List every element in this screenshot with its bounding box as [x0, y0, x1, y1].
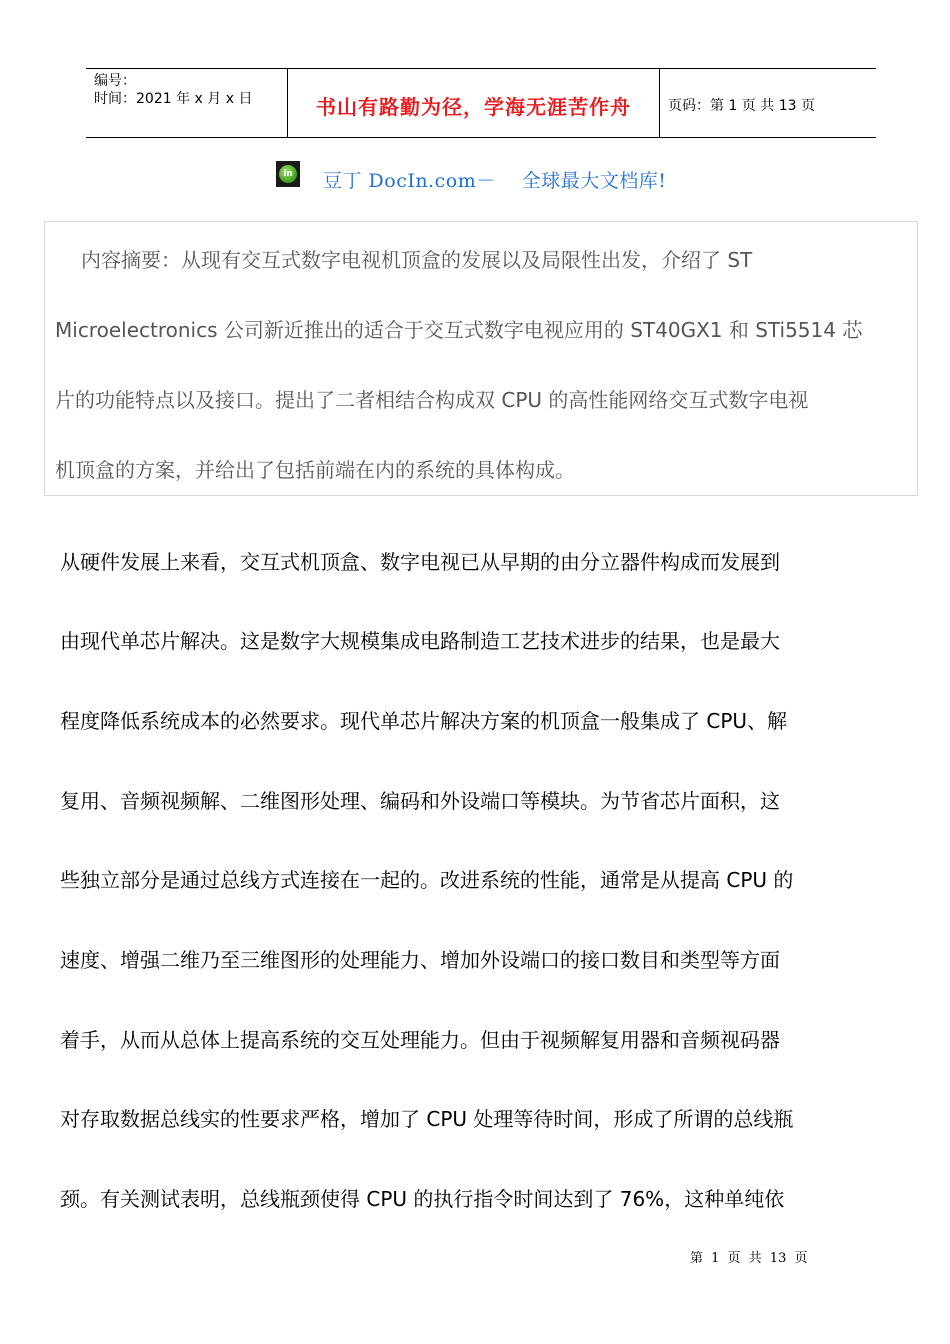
brand-site[interactable]: 豆丁 DocIn.com－: [323, 170, 496, 192]
abstract-line-2: Microelectronics 公司新近推出的适合于交互式数字电视应用的 ST40GX1 和 STi5514 芯: [55, 318, 863, 342]
header-page-cell: [660, 69, 876, 137]
body-line-1: 从硬件发展上来看，交互式机顶盒、数字电视已从早期的由分立器件构成而发展到: [60, 550, 780, 574]
docin-logo-icon[interactable]: [276, 161, 300, 187]
motto-text: 书山有路勤为径，学海无涯苦作舟: [316, 94, 631, 119]
docin-logo-mark: in: [279, 165, 297, 183]
body-line-8: 对存取数据总线实的性要求严格，增加了 CPU 处理等待时间，形成了所谓的总线瓶: [60, 1107, 794, 1131]
page-info: 页码：第 1 页 共 13 页: [668, 98, 815, 114]
abstract-box: [44, 221, 918, 496]
page-footer: 第 1 页 共 13 页: [690, 1251, 808, 1266]
number-label: 编号：: [94, 73, 136, 89]
header-meta-cell: [86, 69, 288, 137]
brand-slogan[interactable]: 全球最大文档库!: [521, 170, 667, 192]
body-line-4: 复用、音频视频解、二维图形处理、编码和外设端口等模块。为节省芯片面积，这: [60, 789, 780, 813]
body-line-5: 些独立部分是通过总线方式连接在一起的。改进系统的性能，通常是从提高 CPU 的: [60, 868, 794, 892]
abstract-line-3: 片的功能特点以及接口。提出了二者相结合构成双 CPU 的高性能网络交互式数字电视: [55, 388, 809, 412]
body-line-7: 着手，从而从总体上提高系统的交互处理能力。但由于视频解复用器和音频视码器: [60, 1028, 780, 1052]
body-line-6: 速度、增强二维乃至三维图形的处理能力、增加外设端口的接口数目和类型等方面: [60, 948, 780, 972]
abstract-line-1: 内容摘要：从现有交互式数字电视机顶盒的发展以及局限性出发，介绍了 ST: [81, 248, 753, 272]
brand-link[interactable]: [323, 166, 666, 193]
time-label: 时间：2021 年 x 月 x 日: [94, 91, 253, 107]
header-motto-cell: [288, 69, 660, 137]
header-table: [86, 68, 876, 138]
body-line-9: 颈。有关测试表明，总线瓶颈使得 CPU 的执行指令时间达到了 76%，这种单纯依: [60, 1187, 785, 1211]
body-line-3: 程度降低系统成本的必然要求。现代单芯片解决方案的机顶盒一般集成了 CPU、解: [60, 709, 788, 733]
abstract-line-4: 机顶盒的方案，并给出了包括前端在内的系统的具体构成。: [55, 458, 575, 482]
body-line-2: 由现代单芯片解决。这是数字大规模集成电路制造工艺技术进步的结果，也是最大: [60, 629, 780, 653]
brand-banner: [0, 160, 950, 196]
